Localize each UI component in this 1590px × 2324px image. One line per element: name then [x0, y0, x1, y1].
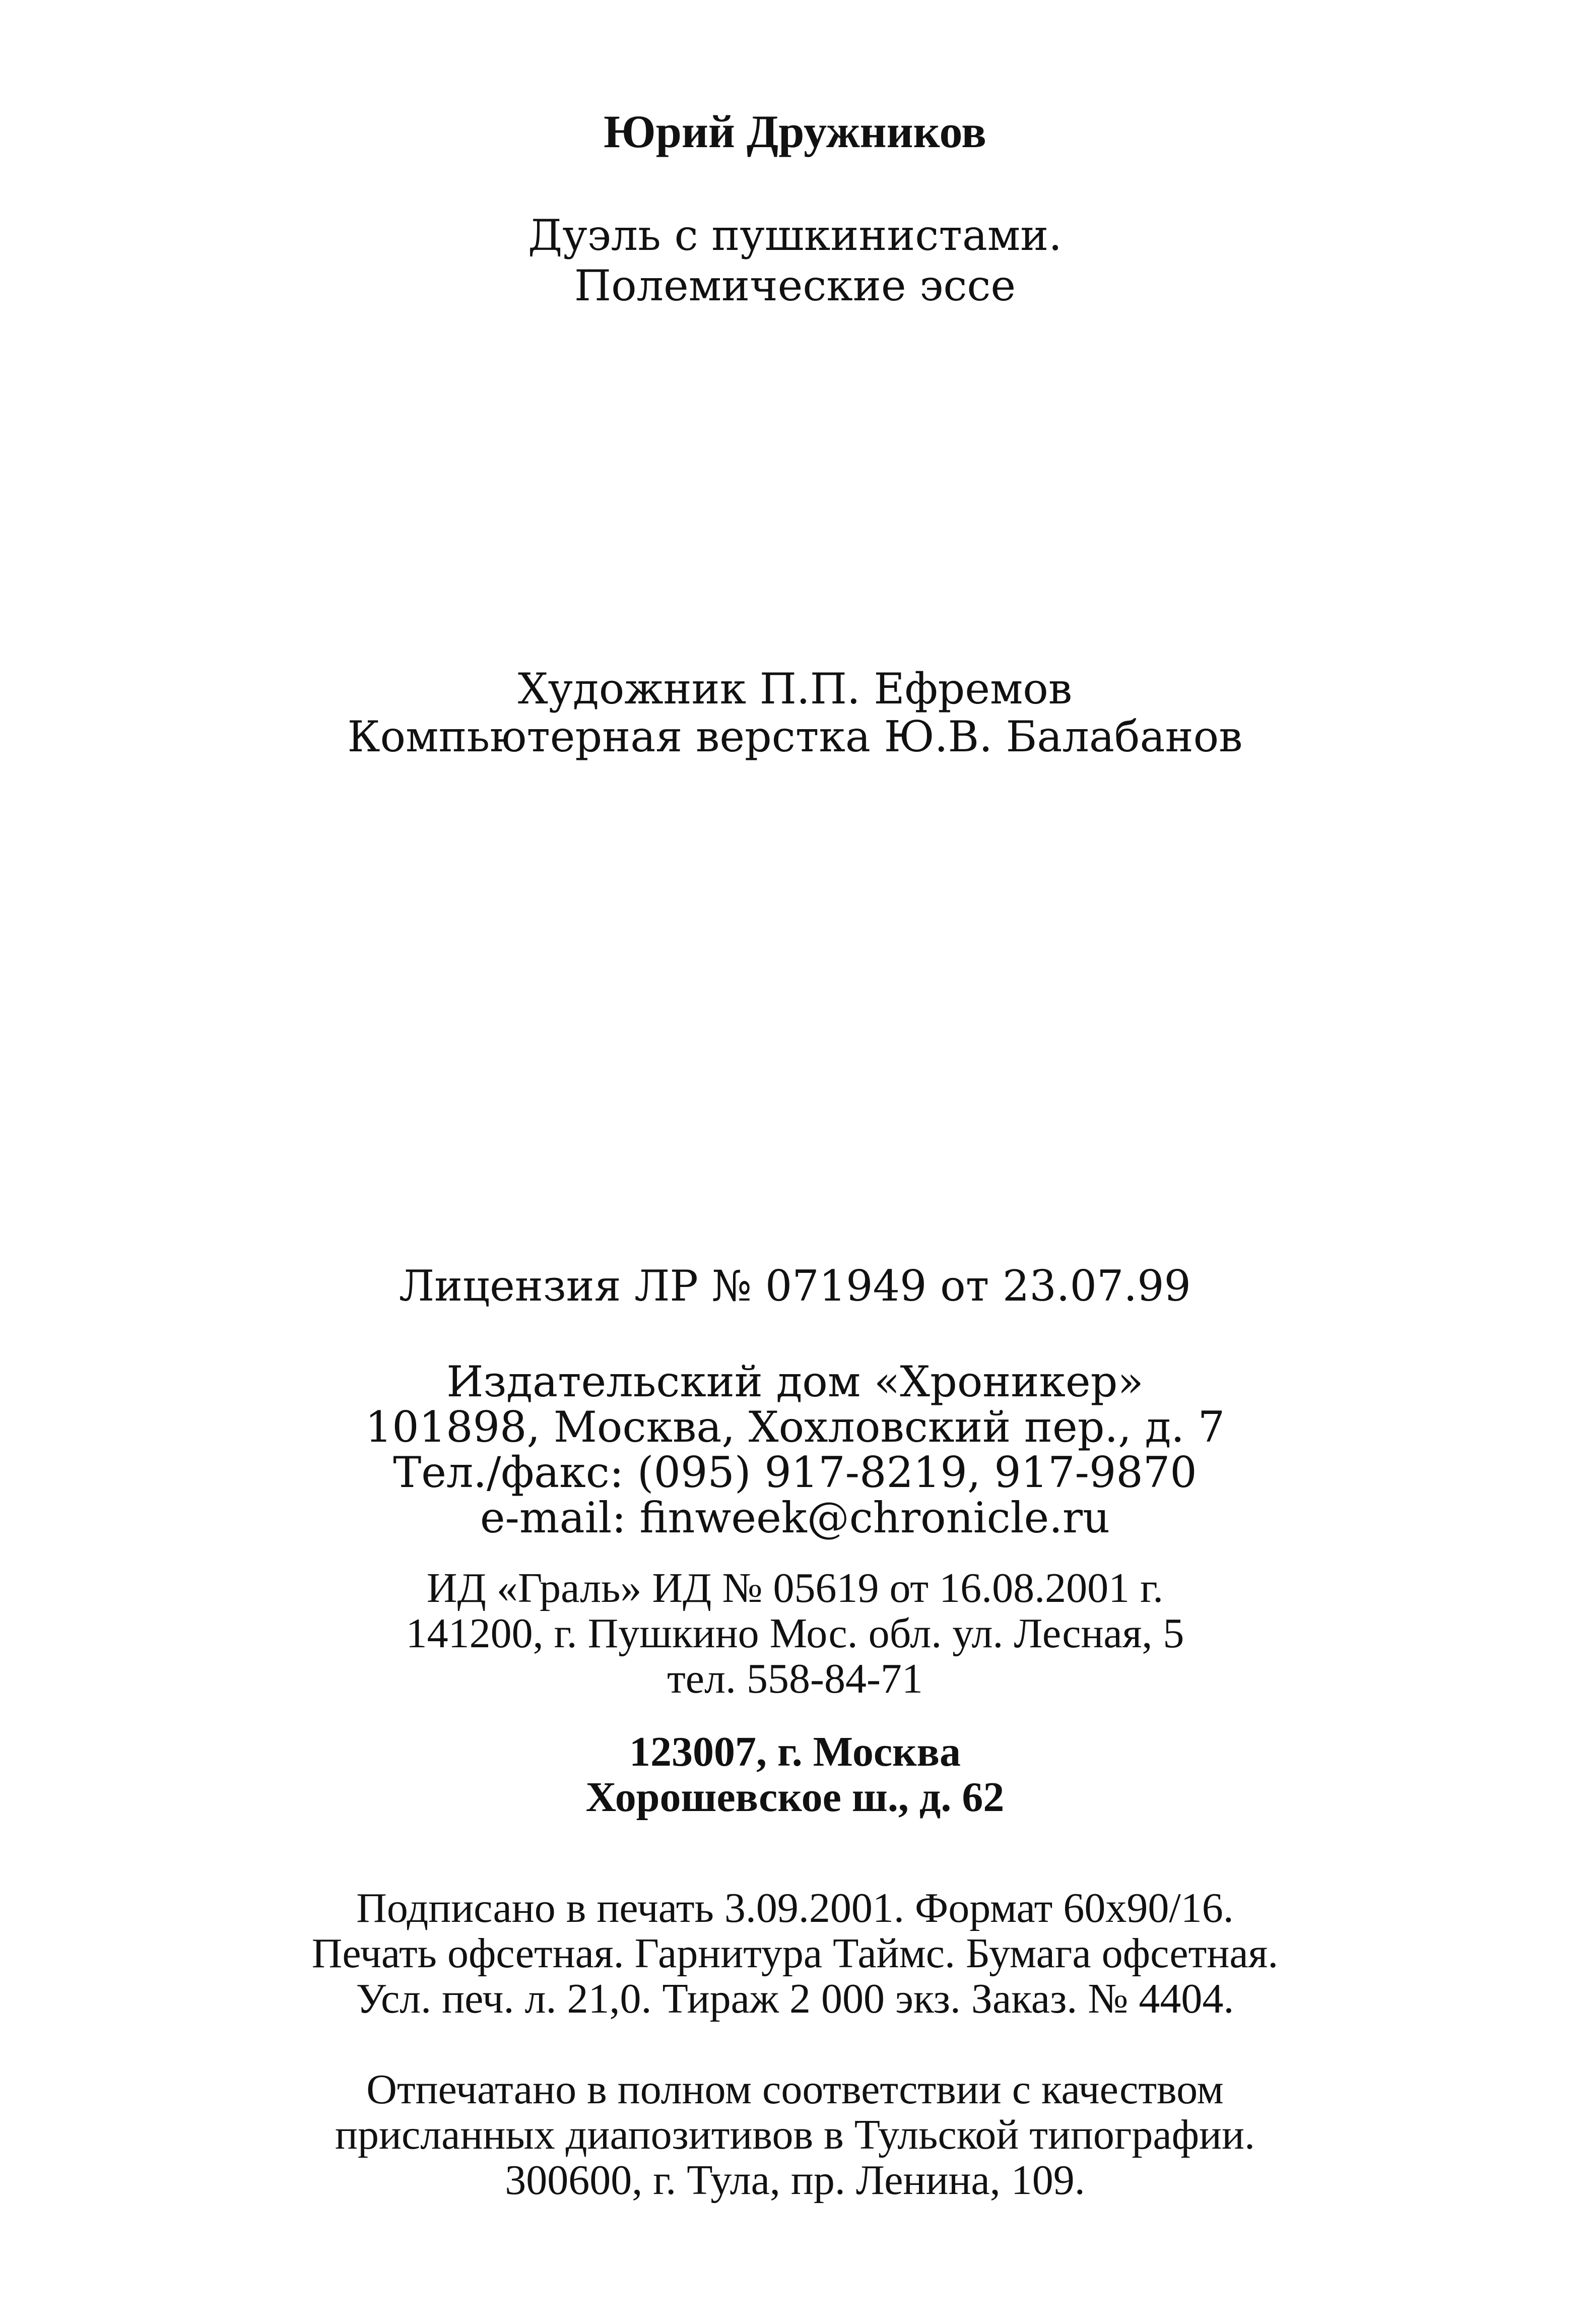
gral-address: 141200, г. Пушкино Мос. обл. ул. Лесная, 5 — [406, 1610, 1184, 1657]
publisher-email: e-mail: finweek@chronicle.ru — [480, 1493, 1110, 1542]
artist-credit: Художник П.П. Ефремов — [517, 664, 1073, 714]
gral-phone: тел. 558-84-71 — [667, 1655, 923, 1702]
publisher-phone: Тел./факс: (095) 917-8219, 917-9870 — [393, 1448, 1197, 1497]
book-title-line-2: Полемические эссе — [574, 261, 1016, 310]
print-info-line-1: Подписано в печать 3.09.2001. Формат 60x90/16. — [356, 1885, 1234, 1931]
gral-license: ИД «Граль» ИД № 05619 от 16.08.2001 г. — [426, 1565, 1164, 1611]
license-line: Лицензия ЛР № 071949 от 23.07.99 — [399, 1261, 1191, 1311]
layout-credit: Компьютерная верстка Ю.В. Балабанов — [347, 712, 1243, 761]
book-title-line-1: Дуэль с пушкинистами. — [528, 211, 1062, 260]
publisher-name: Издательский дом «Хроникер» — [446, 1357, 1144, 1406]
printer-line-2: присланных диапозитивов в Тульской типографии. — [335, 2111, 1255, 2158]
second-address-street: Хорошевское ш., д. 62 — [585, 1774, 1005, 1821]
printer-line-3: 300600, г. Тула, пр. Ленина, 109. — [505, 2157, 1085, 2204]
printer-line-1: Отпечатано в полном соответствии с качеством — [366, 2066, 1224, 2113]
author-name: Юрий Дружников — [604, 106, 986, 157]
print-info-line-2: Печать офсетная. Гарнитура Таймс. Бумага офсетная. — [311, 1930, 1279, 1977]
second-address-city: 123007, г. Москва — [629, 1728, 961, 1775]
print-info-line-3: Усл. печ. л. 21,0. Тираж 2 000 экз. Заказ. № 4404. — [356, 1975, 1234, 2022]
publisher-address: 101898, Москва, Хохловский пер., д. 7 — [365, 1402, 1225, 1452]
